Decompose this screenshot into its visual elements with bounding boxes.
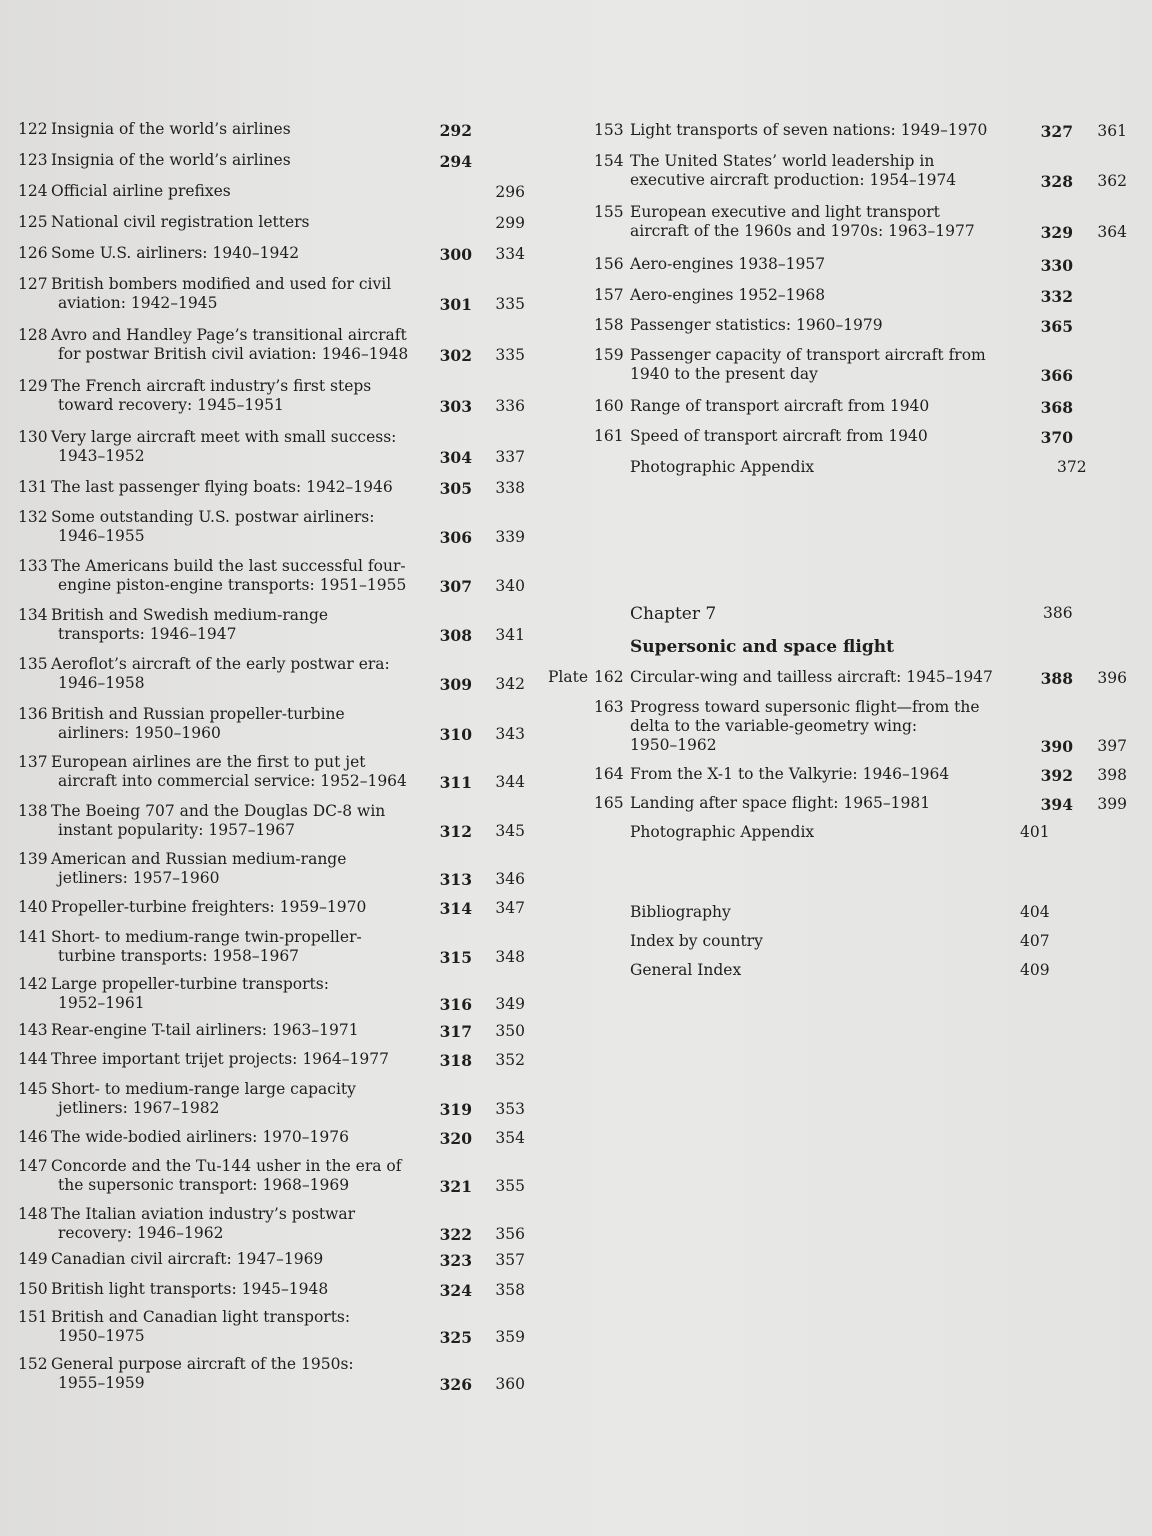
plate-page: 311 xyxy=(439,773,472,792)
plate-page: 366 xyxy=(1040,366,1073,385)
entry-title-line: Official airline prefixes xyxy=(51,182,231,200)
entry-title-line: recovery: 1946–1962 xyxy=(58,1224,224,1242)
notes-page: 396 xyxy=(1097,669,1127,687)
appendix-label: Index by country xyxy=(630,932,763,950)
entry-title-line: The French aircraft industry’s first steps xyxy=(51,377,372,395)
plate-page: 332 xyxy=(1040,287,1073,306)
entry-title-line: Propeller-turbine freighters: 1959–1970 xyxy=(51,898,367,916)
chapter-page: 386 xyxy=(1043,604,1073,622)
notes-page: 296 xyxy=(495,183,525,201)
toc-entry xyxy=(18,478,525,499)
plate-number: 127 xyxy=(18,275,48,293)
entry-title-line: British and Swedish medium-range xyxy=(51,606,329,624)
toc-entry xyxy=(18,1205,525,1245)
entry-title-line: engine piston-engine transports: 1951–1955 xyxy=(58,576,407,594)
plate-number: 144 xyxy=(18,1050,48,1068)
entry-title-line: Concorde and the Tu-144 usher in the era of xyxy=(51,1157,402,1175)
plate-number: 130 xyxy=(18,428,48,446)
entry-title-line: turbine transports: 1958–1967 xyxy=(58,947,300,965)
plate-number: 138 xyxy=(18,802,48,820)
toc-entry xyxy=(18,120,518,141)
entry-title-line: Landing after space flight: 1965–1981 xyxy=(630,794,931,812)
notes-page: 353 xyxy=(495,1100,525,1118)
toc-entry xyxy=(18,1308,525,1348)
plate-number: 155 xyxy=(594,203,624,221)
entry-title-line: 1955–1959 xyxy=(58,1374,145,1392)
entry-title-line: Speed of transport aircraft from 1940 xyxy=(630,427,928,445)
notes-page: 345 xyxy=(495,822,525,840)
toc-entry xyxy=(18,1157,525,1197)
toc-entry xyxy=(594,698,1134,757)
appendix-label: General Index xyxy=(630,961,742,979)
toc-entry xyxy=(594,346,1134,386)
plate-number: 125 xyxy=(18,213,48,231)
appendix-page: 407 xyxy=(1020,932,1050,950)
plate-number: 163 xyxy=(594,698,624,716)
appendix-entry xyxy=(630,961,1140,981)
toc-entry xyxy=(594,794,1134,815)
notes-page: 334 xyxy=(495,245,525,263)
entry-title-line: Passenger capacity of transport aircraft from xyxy=(630,346,986,364)
plate-page: 392 xyxy=(1040,766,1073,785)
plate-page: 300 xyxy=(439,245,472,264)
entry-title-line: The wide-bodied airliners: 1970–1976 xyxy=(51,1128,349,1146)
plate-page: 292 xyxy=(439,121,472,140)
entry-title-line: Canadian civil aircraft: 1947–1969 xyxy=(51,1250,324,1268)
plate-page: 302 xyxy=(439,346,472,365)
plate-page: 308 xyxy=(439,626,472,645)
notes-page: 346 xyxy=(495,870,525,888)
notes-page: 349 xyxy=(495,995,525,1013)
entry-title-line: delta to the variable-geometry wing: xyxy=(630,717,918,735)
entry-title-line: jetliners: 1957–1960 xyxy=(58,869,220,887)
plate-page: 307 xyxy=(439,577,472,596)
toc-entry xyxy=(18,655,525,695)
plate-number: 128 xyxy=(18,326,48,344)
entry-title-line: Insignia of the world’s airlines xyxy=(51,151,291,169)
appendix-entry xyxy=(630,903,1140,923)
entry-title-line: Progress toward supersonic flight—from the xyxy=(630,698,980,716)
toc-entry xyxy=(18,428,525,468)
toc-entry xyxy=(18,975,525,1015)
plate-page: 309 xyxy=(439,675,472,694)
toc-entry xyxy=(18,326,525,366)
plate-number: 158 xyxy=(594,316,624,334)
notes-page: 354 xyxy=(495,1129,525,1147)
plate-page: 327 xyxy=(1040,122,1073,141)
plate-number: 145 xyxy=(18,1080,48,1098)
toc-entry xyxy=(18,213,525,234)
plate-number: 146 xyxy=(18,1128,48,1146)
notes-page: 355 xyxy=(495,1177,525,1195)
plate-page: 322 xyxy=(439,1225,472,1244)
notes-page: 359 xyxy=(495,1328,525,1346)
plate-page: 394 xyxy=(1040,795,1073,814)
entry-title-line: The United States’ world leadership in xyxy=(630,152,935,170)
plate-page: 315 xyxy=(439,948,472,967)
notes-page: 299 xyxy=(495,214,525,232)
plate-page: 321 xyxy=(439,1177,472,1196)
plate-page: 323 xyxy=(439,1251,472,1270)
plate-page: 320 xyxy=(439,1129,472,1148)
entry-title-line: 1946–1955 xyxy=(58,527,145,545)
plate-number: 140 xyxy=(18,898,48,916)
chapter-title: Supersonic and space flight xyxy=(630,637,894,657)
notes-page: 342 xyxy=(495,675,525,693)
entry-title-line: Insignia of the world’s airlines xyxy=(51,120,291,138)
plate-number: 149 xyxy=(18,1250,48,1268)
appendix-page: 404 xyxy=(1020,903,1050,921)
plate-number: 136 xyxy=(18,705,48,723)
plate-number: 152 xyxy=(18,1355,48,1373)
entry-title-line: 1940 to the present day xyxy=(630,365,818,383)
plate-number: 156 xyxy=(594,255,624,273)
plate-number: 154 xyxy=(594,152,624,170)
entry-title-line: airliners: 1950–1960 xyxy=(58,724,221,742)
entry-title-line: toward recovery: 1945–1951 xyxy=(58,396,284,414)
plate-page: 312 xyxy=(439,822,472,841)
plate-page: 368 xyxy=(1040,398,1073,417)
plate-page: 319 xyxy=(439,1100,472,1119)
entry-title-line: British light transports: 1945–1948 xyxy=(51,1280,329,1298)
entry-title-line: British bombers modified and used for civil xyxy=(51,275,392,293)
notes-page: 357 xyxy=(495,1251,525,1269)
plate-page: 325 xyxy=(439,1328,472,1347)
entry-title-line: Passenger statistics: 1960–1979 xyxy=(630,316,883,334)
notes-page: 341 xyxy=(495,626,525,644)
toc-entry xyxy=(18,705,525,745)
toc-entry xyxy=(594,203,1134,243)
entry-title-line: Circular-wing and tailless aircraft: 1945–1947 xyxy=(630,668,993,686)
toc-entry xyxy=(594,668,1134,689)
entry-title-line: Some U.S. airliners: 1940–1942 xyxy=(51,244,300,262)
plate-page: 318 xyxy=(439,1051,472,1070)
entry-title-line: Avro and Handley Page’s transitional aircraft xyxy=(51,326,407,344)
notes-page: 338 xyxy=(495,479,525,497)
entry-title-line: Large propeller-turbine transports: xyxy=(51,975,329,993)
entry-title-line: British and Russian propeller-turbine xyxy=(51,705,345,723)
plate-number: 131 xyxy=(18,478,48,496)
plate-number: 161 xyxy=(594,427,624,445)
toc-entry xyxy=(594,121,1134,142)
notes-page: 397 xyxy=(1097,737,1127,755)
entry-title-line: Aeroflot’s aircraft of the early postwar era: xyxy=(51,655,390,673)
notes-page: 399 xyxy=(1097,795,1127,813)
plate-page: 303 xyxy=(439,397,472,416)
entry-title-line: National civil registration letters xyxy=(51,213,310,231)
entry-title-line: European executive and light transport xyxy=(630,203,940,221)
toc-entry xyxy=(18,275,525,315)
entry-title-line: Very large aircraft meet with small success: xyxy=(51,428,397,446)
toc-entry xyxy=(594,397,1134,418)
plate-number: 122 xyxy=(18,120,48,138)
toc-entry xyxy=(18,802,525,842)
toc-entry xyxy=(18,1250,525,1271)
plate-page: 317 xyxy=(439,1022,472,1041)
notes-page: 344 xyxy=(495,773,525,791)
appendix-label: Photographic Appendix xyxy=(630,458,815,476)
plate-page: 306 xyxy=(439,528,472,547)
notes-page: 364 xyxy=(1097,223,1127,241)
toc-entry xyxy=(18,850,525,890)
plate-number: 157 xyxy=(594,286,624,304)
notes-page: 335 xyxy=(495,295,525,313)
toc-entry xyxy=(18,1280,525,1301)
entry-title-line: American and Russian medium-range xyxy=(51,850,347,868)
toc-entry xyxy=(18,1128,525,1149)
toc-entry xyxy=(594,152,1134,192)
toc-entry xyxy=(18,753,525,793)
chapter-label: Chapter 7 xyxy=(630,604,717,624)
plate-label: Plate xyxy=(548,668,589,686)
plate-number: 148 xyxy=(18,1205,48,1223)
entry-title-line: The Americans build the last successful four- xyxy=(51,557,406,575)
toc-entry xyxy=(18,1080,525,1120)
toc-entry xyxy=(18,1050,525,1071)
toc-entry xyxy=(18,1355,525,1395)
notes-page: 347 xyxy=(495,899,525,917)
plate-page: 328 xyxy=(1040,172,1073,191)
notes-page: 337 xyxy=(495,448,525,466)
toc-entry xyxy=(18,244,525,265)
plate-number: 123 xyxy=(18,151,48,169)
plate-number: 132 xyxy=(18,508,48,526)
toc-entry xyxy=(18,377,525,417)
plate-number: 143 xyxy=(18,1021,48,1039)
entry-title-line: British and Canadian light transports: xyxy=(51,1308,351,1326)
plate-page: 390 xyxy=(1040,737,1073,756)
plate-number: 160 xyxy=(594,397,624,415)
entry-title-line: Some outstanding U.S. postwar airliners: xyxy=(51,508,375,526)
toc-entry xyxy=(594,316,1134,337)
plate-page: 314 xyxy=(439,899,472,918)
plate-page: 305 xyxy=(439,479,472,498)
notes-page: 348 xyxy=(495,948,525,966)
notes-page: 360 xyxy=(495,1375,525,1393)
plate-number: 142 xyxy=(18,975,48,993)
toc-entry xyxy=(594,765,1134,786)
entry-title-line: Aero-engines 1938–1957 xyxy=(630,255,826,273)
toc-entry xyxy=(18,606,525,646)
appendix-page: 372 xyxy=(1057,458,1087,476)
plate-page: 365 xyxy=(1040,317,1073,336)
plate-page: 304 xyxy=(439,448,472,467)
plate-page: 294 xyxy=(439,152,472,171)
appendix-label: Photographic Appendix xyxy=(630,823,815,841)
entry-title-line: The last passenger flying boats: 1942–1946 xyxy=(51,478,393,496)
entry-title-line: The Boeing 707 and the Douglas DC-8 win xyxy=(51,802,386,820)
plate-page: 370 xyxy=(1040,428,1073,447)
entry-title-line: European airlines are the first to put jet xyxy=(51,753,366,771)
appendix-page: 409 xyxy=(1020,961,1050,979)
plate-page: 301 xyxy=(439,295,472,314)
plate-page: 388 xyxy=(1040,669,1073,688)
entry-title-line: aircraft into commercial service: 1952–1964 xyxy=(58,772,407,790)
toc-entry xyxy=(18,898,525,919)
notes-page: 358 xyxy=(495,1281,525,1299)
toc-entry xyxy=(18,557,525,597)
plate-page: 326 xyxy=(439,1375,472,1394)
entry-title-line: 1950–1975 xyxy=(58,1327,145,1345)
entry-title-line: Range of transport aircraft from 1940 xyxy=(630,397,930,415)
notes-page: 340 xyxy=(495,577,525,595)
toc-entry xyxy=(594,427,1134,448)
entry-title-line: Light transports of seven nations: 1949–1970 xyxy=(630,121,988,139)
plate-number: 150 xyxy=(18,1280,48,1298)
entry-title-line: Short- to medium-range twin-propeller- xyxy=(51,928,362,946)
plate-page: 330 xyxy=(1040,256,1073,275)
plate-number: 165 xyxy=(594,794,624,812)
appendix-entry xyxy=(630,932,1140,952)
plate-page: 324 xyxy=(439,1281,472,1300)
notes-page: 339 xyxy=(495,528,525,546)
notes-page: 343 xyxy=(495,725,525,743)
entry-title-line: 1950–1962 xyxy=(630,736,717,754)
plate-number: 137 xyxy=(18,753,48,771)
plate-number: 164 xyxy=(594,765,624,783)
plate-number: 134 xyxy=(18,606,48,624)
notes-page: 350 xyxy=(495,1022,525,1040)
plate-number: 141 xyxy=(18,928,48,946)
entry-title-line: jetliners: 1967–1982 xyxy=(58,1099,220,1117)
toc-entry xyxy=(18,508,525,548)
entry-title-line: From the X-1 to the Valkyrie: 1946–1964 xyxy=(630,765,950,783)
entry-title-line: The Italian aviation industry’s postwar xyxy=(51,1205,356,1223)
toc-entry xyxy=(594,286,1134,307)
notes-page: 352 xyxy=(495,1051,525,1069)
notes-page: 335 xyxy=(495,346,525,364)
entry-title-line: instant popularity: 1957–1967 xyxy=(58,821,296,839)
plate-page: 313 xyxy=(439,870,472,889)
plate-number: 147 xyxy=(18,1157,48,1175)
toc-entry xyxy=(18,151,518,172)
entry-title-line: transports: 1946–1947 xyxy=(58,625,237,643)
plate-number: 139 xyxy=(18,850,48,868)
notes-page: 361 xyxy=(1097,122,1127,140)
plate-number: 133 xyxy=(18,557,48,575)
plate-number: 153 xyxy=(594,121,624,139)
plate-page: 316 xyxy=(439,995,472,1014)
plate-page: 310 xyxy=(439,725,472,744)
appendix-page: 401 xyxy=(1020,823,1050,841)
notes-page: 356 xyxy=(495,1225,525,1243)
plate-number: 159 xyxy=(594,346,624,364)
plate-number: 135 xyxy=(18,655,48,673)
plate-number: 124 xyxy=(18,182,48,200)
toc-entry xyxy=(18,928,525,968)
toc-entry xyxy=(594,255,1134,276)
toc-entry xyxy=(18,1021,525,1042)
plate-number: 151 xyxy=(18,1308,48,1326)
entry-title-line: Rear-engine T-tail airliners: 1963–1971 xyxy=(51,1021,359,1039)
plate-page: 329 xyxy=(1040,223,1073,242)
entry-title-line: Aero-engines 1952–1968 xyxy=(630,286,826,304)
notes-page: 398 xyxy=(1097,766,1127,784)
entry-title-line: Three important trijet projects: 1964–1977 xyxy=(51,1050,389,1068)
entry-title-line: Short- to medium-range large capacity xyxy=(51,1080,356,1098)
notes-page: 362 xyxy=(1097,172,1127,190)
toc-entry xyxy=(18,182,525,203)
entry-title-line: 1946–1958 xyxy=(58,674,145,692)
entry-title-line: 1943–1952 xyxy=(58,447,145,465)
entry-title-line: aircraft of the 1960s and 1970s: 1963–1977 xyxy=(630,222,975,240)
entry-title-line: for postwar British civil aviation: 1946–1948 xyxy=(58,345,409,363)
entry-title-line: executive aircraft production: 1954–1974 xyxy=(630,171,957,189)
appendix-label: Bibliography xyxy=(630,903,731,921)
notes-page: 336 xyxy=(495,397,525,415)
plate-number: 162 xyxy=(594,668,624,686)
plate-number: 126 xyxy=(18,244,48,262)
appendix-entry xyxy=(630,458,1140,478)
entry-title-line: the supersonic transport: 1968–1969 xyxy=(58,1176,350,1194)
entry-title-line: aviation: 1942–1945 xyxy=(58,294,218,312)
appendix-entry xyxy=(630,823,1140,843)
plate-number: 129 xyxy=(18,377,48,395)
entry-title-line: General purpose aircraft of the 1950s: xyxy=(51,1355,354,1373)
entry-title-line: 1952–1961 xyxy=(58,994,145,1012)
